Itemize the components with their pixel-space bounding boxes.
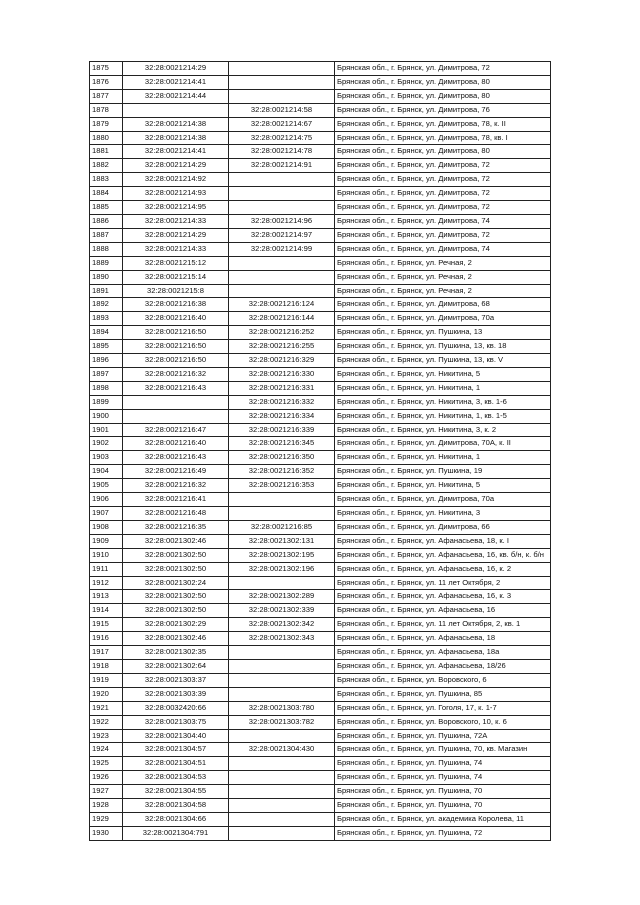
object-cadastral-number-cell: 32:28:0021302:289	[229, 590, 335, 604]
object-cadastral-number-cell	[229, 826, 335, 840]
row-number-cell: 1907	[90, 507, 123, 521]
object-cadastral-number-cell	[229, 284, 335, 298]
cadastral-number-cell: 32:28:0021214:33	[123, 242, 229, 256]
table-row	[90, 562, 551, 576]
table-row	[90, 326, 551, 340]
object-cadastral-number-cell: 32:28:0021216:85	[229, 520, 335, 534]
row-number-cell: 1888	[90, 242, 123, 256]
address-cell: Брянская обл., г. Брянск, ул. Димитрова, 70а	[335, 312, 551, 326]
table-row	[90, 618, 551, 632]
address-cell: Брянская обл., г. Брянск, ул. Гоголя, 17, к. 1-7	[335, 701, 551, 715]
object-cadastral-number-cell: 32:28:0021216:334	[229, 409, 335, 423]
address-cell: Брянская обл., г. Брянск, ул. Афанасьева, 18/26	[335, 659, 551, 673]
table-row	[90, 479, 551, 493]
row-number-cell: 1922	[90, 715, 123, 729]
row-number-cell: 1896	[90, 354, 123, 368]
object-cadastral-number-cell	[229, 187, 335, 201]
object-cadastral-number-cell: 32:28:0021303:782	[229, 715, 335, 729]
address-cell: Брянская обл., г. Брянск, ул. Димитрова, 72	[335, 173, 551, 187]
cadastral-number-cell: 32:28:0021214:92	[123, 173, 229, 187]
cadastral-number-cell	[123, 395, 229, 409]
table-row	[90, 381, 551, 395]
cadastral-number-cell: 32:28:0021302:46	[123, 534, 229, 548]
table-row	[90, 785, 551, 799]
address-cell: Брянская обл., г. Брянск, ул. Димитрова, 74	[335, 242, 551, 256]
object-cadastral-number-cell: 32:28:0021214:58	[229, 103, 335, 117]
address-cell: Брянская обл., г. Брянск, ул. Димитрова, 74	[335, 214, 551, 228]
address-cell: Брянская обл., г. Брянск, ул. Димитрова, 78, кв. I	[335, 131, 551, 145]
cadastral-number-cell: 32:28:0021302:64	[123, 659, 229, 673]
row-number-cell: 1899	[90, 395, 123, 409]
address-cell: Брянская обл., г. Брянск, ул. Димитрова, 72	[335, 62, 551, 76]
row-number-cell: 1878	[90, 103, 123, 117]
cadastral-number-cell: 32:28:0021216:50	[123, 354, 229, 368]
row-number-cell: 1929	[90, 812, 123, 826]
cadastral-number-cell: 32:28:0021304:57	[123, 743, 229, 757]
address-cell: Брянская обл., г. Брянск, ул. Афанасьева, 16, к. 2	[335, 562, 551, 576]
table-row	[90, 576, 551, 590]
address-cell: Брянская обл., г. Брянск, ул. Никитина, 3, кв. 1-6	[335, 395, 551, 409]
cadastral-number-cell: 32:28:0021214:33	[123, 214, 229, 228]
object-cadastral-number-cell	[229, 659, 335, 673]
object-cadastral-number-cell: 32:28:0021304:430	[229, 743, 335, 757]
cadastral-number-cell: 32:28:0021216:38	[123, 298, 229, 312]
address-cell: Брянская обл., г. Брянск, ул. Афанасьева, 18, к. I	[335, 534, 551, 548]
row-number-cell: 1911	[90, 562, 123, 576]
object-cadastral-number-cell: 32:28:0021216:332	[229, 395, 335, 409]
address-cell: Брянская обл., г. Брянск, ул. Димитрова, 78, к. II	[335, 117, 551, 131]
row-number-cell: 1916	[90, 632, 123, 646]
row-number-cell: 1913	[90, 590, 123, 604]
cadastral-number-cell: 32:28:0021304:55	[123, 785, 229, 799]
object-cadastral-number-cell: 32:28:0021216:331	[229, 381, 335, 395]
address-cell: Брянская обл., г. Брянск, ул. Димитрова, 72	[335, 159, 551, 173]
row-number-cell: 1887	[90, 228, 123, 242]
cadastral-number-cell: 32:28:0021216:48	[123, 507, 229, 521]
row-number-cell: 1875	[90, 62, 123, 76]
object-cadastral-number-cell: 32:28:0021302:131	[229, 534, 335, 548]
address-cell: Брянская обл., г. Брянск, ул. 11 лет Октября, 2	[335, 576, 551, 590]
object-cadastral-number-cell	[229, 62, 335, 76]
row-number-cell: 1894	[90, 326, 123, 340]
object-cadastral-number-cell	[229, 646, 335, 660]
address-cell: Брянская обл., г. Брянск, ул. Никитина, 5	[335, 479, 551, 493]
table-row	[90, 201, 551, 215]
cadastral-number-cell: 32:28:0021214:38	[123, 117, 229, 131]
object-cadastral-number-cell	[229, 771, 335, 785]
cadastral-number-cell: 32:28:0021302:46	[123, 632, 229, 646]
row-number-cell: 1921	[90, 701, 123, 715]
address-cell: Брянская обл., г. Брянск, ул. Димитрова, 70А, к. II	[335, 437, 551, 451]
row-number-cell: 1912	[90, 576, 123, 590]
table-row	[90, 145, 551, 159]
cadastral-number-cell: 32:28:0021216:50	[123, 340, 229, 354]
object-cadastral-number-cell: 32:28:0021216:350	[229, 451, 335, 465]
cadastral-number-cell: 32:28:0021216:43	[123, 381, 229, 395]
table-row	[90, 256, 551, 270]
object-cadastral-number-cell	[229, 75, 335, 89]
row-number-cell: 1927	[90, 785, 123, 799]
object-cadastral-number-cell	[229, 687, 335, 701]
table-row	[90, 451, 551, 465]
address-cell: Брянская обл., г. Брянск, ул. Афанасьева, 18а	[335, 646, 551, 660]
object-cadastral-number-cell: 32:28:0021214:91	[229, 159, 335, 173]
address-cell: Брянская обл., г. Брянск, ул. Пушкина, 13	[335, 326, 551, 340]
row-number-cell: 1877	[90, 89, 123, 103]
row-number-cell: 1880	[90, 131, 123, 145]
address-cell: Брянская обл., г. Брянск, ул. Пушкина, 19	[335, 465, 551, 479]
object-cadastral-number-cell	[229, 729, 335, 743]
row-number-cell: 1910	[90, 548, 123, 562]
address-cell: Брянская обл., г. Брянск, ул. Димитрова, 66	[335, 520, 551, 534]
object-cadastral-number-cell: 32:28:0021302:196	[229, 562, 335, 576]
table-row	[90, 590, 551, 604]
object-cadastral-number-cell	[229, 812, 335, 826]
cadastral-number-cell: 32:28:0021304:791	[123, 826, 229, 840]
cadastral-number-cell: 32:28:0021215:12	[123, 256, 229, 270]
object-cadastral-number-cell	[229, 507, 335, 521]
table-row	[90, 284, 551, 298]
cadastral-number-cell: 32:28:0021302:50	[123, 548, 229, 562]
row-number-cell: 1915	[90, 618, 123, 632]
cadastral-number-cell	[123, 409, 229, 423]
table-row	[90, 117, 551, 131]
row-number-cell: 1930	[90, 826, 123, 840]
cadastral-number-cell: 32:28:0021303:37	[123, 673, 229, 687]
address-cell: Брянская обл., г. Брянск, ул. Никитина, 1	[335, 451, 551, 465]
row-number-cell: 1901	[90, 423, 123, 437]
table-row	[90, 534, 551, 548]
object-cadastral-number-cell	[229, 576, 335, 590]
register-table-body	[90, 62, 551, 841]
address-cell: Брянская обл., г. Брянск, ул. Пушкина, 70, кв. Магазин	[335, 743, 551, 757]
row-number-cell: 1898	[90, 381, 123, 395]
address-cell: Брянская обл., г. Брянск, ул. Афанасьева, 18	[335, 632, 551, 646]
row-number-cell: 1925	[90, 757, 123, 771]
object-cadastral-number-cell: 32:28:0021302:342	[229, 618, 335, 632]
row-number-cell: 1905	[90, 479, 123, 493]
table-row	[90, 62, 551, 76]
table-row	[90, 159, 551, 173]
row-number-cell: 1926	[90, 771, 123, 785]
cadastral-number-cell: 32:28:0021214:41	[123, 75, 229, 89]
address-cell: Брянская обл., г. Брянск, ул. Пушкина, 13, кв. 18	[335, 340, 551, 354]
object-cadastral-number-cell: 32:28:0021214:96	[229, 214, 335, 228]
address-cell: Брянская обл., г. Брянск, ул. Димитрова, 72	[335, 187, 551, 201]
object-cadastral-number-cell: 32:28:0021216:353	[229, 479, 335, 493]
object-cadastral-number-cell: 32:28:0021216:352	[229, 465, 335, 479]
address-cell: Брянская обл., г. Брянск, ул. Никитина, 3, к. 2	[335, 423, 551, 437]
table-row	[90, 354, 551, 368]
object-cadastral-number-cell: 32:28:0021216:345	[229, 437, 335, 451]
object-cadastral-number-cell: 32:28:0021214:99	[229, 242, 335, 256]
table-row	[90, 437, 551, 451]
row-number-cell: 1918	[90, 659, 123, 673]
row-number-cell: 1891	[90, 284, 123, 298]
table-row	[90, 465, 551, 479]
table-row	[90, 409, 551, 423]
address-cell: Брянская обл., г. Брянск, ул. Пушкина, 72А	[335, 729, 551, 743]
object-cadastral-number-cell: 32:28:0021216:255	[229, 340, 335, 354]
cadastral-number-cell: 32:28:0021216:41	[123, 493, 229, 507]
object-cadastral-number-cell	[229, 89, 335, 103]
object-cadastral-number-cell: 32:28:0021214:75	[229, 131, 335, 145]
cadastral-number-cell: 32:28:0021302:24	[123, 576, 229, 590]
table-row	[90, 75, 551, 89]
table-row	[90, 298, 551, 312]
cadastral-number-cell: 32:28:0021216:50	[123, 326, 229, 340]
cadastral-number-cell: 32:28:0021304:58	[123, 799, 229, 813]
address-cell: Брянская обл., г. Брянск, ул. Пушкина, 13, кв. V	[335, 354, 551, 368]
object-cadastral-number-cell: 32:28:0021216:329	[229, 354, 335, 368]
object-cadastral-number-cell	[229, 256, 335, 270]
table-row	[90, 604, 551, 618]
table-row	[90, 548, 551, 562]
object-cadastral-number-cell: 32:28:0021303:780	[229, 701, 335, 715]
object-cadastral-number-cell	[229, 201, 335, 215]
table-row	[90, 715, 551, 729]
row-number-cell: 1879	[90, 117, 123, 131]
address-cell: Брянская обл., г. Брянск, ул. Пушкина, 74	[335, 771, 551, 785]
address-cell: Брянская обл., г. Брянск, ул. Афанасьева, 16, кв. б/н, к. б/н	[335, 548, 551, 562]
cadastral-number-cell: 32:28:0021216:32	[123, 367, 229, 381]
object-cadastral-number-cell: 32:28:0021216:144	[229, 312, 335, 326]
address-cell: Брянская обл., г. Брянск, ул. Пушкина, 72	[335, 826, 551, 840]
cadastral-number-cell: 32:28:0021216:35	[123, 520, 229, 534]
address-cell: Брянская обл., г. Брянск, ул. Пушкина, 85	[335, 687, 551, 701]
table-row	[90, 214, 551, 228]
cadastral-number-cell: 32:28:0021303:75	[123, 715, 229, 729]
table-row	[90, 743, 551, 757]
table-row	[90, 367, 551, 381]
cadastral-number-cell: 32:28:0021216:47	[123, 423, 229, 437]
row-number-cell: 1928	[90, 799, 123, 813]
row-number-cell: 1893	[90, 312, 123, 326]
table-row	[90, 520, 551, 534]
row-number-cell: 1906	[90, 493, 123, 507]
cadastral-number-cell: 32:28:0021214:29	[123, 159, 229, 173]
table-row	[90, 312, 551, 326]
object-cadastral-number-cell: 32:28:0021302:339	[229, 604, 335, 618]
cadastral-number-cell: 32:28:0032420:66	[123, 701, 229, 715]
address-cell: Брянская обл., г. Брянск, ул. Димитрова, 80	[335, 75, 551, 89]
object-cadastral-number-cell: 32:28:0021216:330	[229, 367, 335, 381]
object-cadastral-number-cell	[229, 173, 335, 187]
row-number-cell: 1903	[90, 451, 123, 465]
cadastral-number-cell: 32:28:0021303:39	[123, 687, 229, 701]
row-number-cell: 1895	[90, 340, 123, 354]
row-number-cell: 1892	[90, 298, 123, 312]
address-cell: Брянская обл., г. Брянск, ул. Димитрова, 80	[335, 89, 551, 103]
address-cell: Брянская обл., г. Брянск, ул. Никитина, 1, кв. 1-5	[335, 409, 551, 423]
address-cell: Брянская обл., г. Брянск, ул. Речная, 2	[335, 270, 551, 284]
table-row	[90, 687, 551, 701]
cadastral-number-cell: 32:28:0021302:50	[123, 590, 229, 604]
table-row	[90, 340, 551, 354]
object-cadastral-number-cell: 32:28:0021214:97	[229, 228, 335, 242]
cadastral-number-cell: 32:28:0021214:38	[123, 131, 229, 145]
object-cadastral-number-cell	[229, 785, 335, 799]
address-cell: Брянская обл., г. Брянск, ул. Димитрова, 76	[335, 103, 551, 117]
row-number-cell: 1900	[90, 409, 123, 423]
address-cell: Брянская обл., г. Брянск, ул. Афанасьева, 16	[335, 604, 551, 618]
row-number-cell: 1924	[90, 743, 123, 757]
cadastral-number-cell: 32:28:0021304:66	[123, 812, 229, 826]
cadastral-number-cell: 32:28:0021214:44	[123, 89, 229, 103]
address-cell: Брянская обл., г. Брянск, ул. Афанасьева, 16, к. 3	[335, 590, 551, 604]
table-row	[90, 659, 551, 673]
cadastral-number-cell: 32:28:0021214:29	[123, 228, 229, 242]
property-register-table	[89, 61, 551, 841]
row-number-cell: 1884	[90, 187, 123, 201]
address-cell: Брянская обл., г. Брянск, ул. Димитрова, 72	[335, 201, 551, 215]
row-number-cell: 1917	[90, 646, 123, 660]
row-number-cell: 1909	[90, 534, 123, 548]
address-cell: Брянская обл., г. Брянск, ул. Димитрова, 70а	[335, 493, 551, 507]
object-cadastral-number-cell: 32:28:0021302:195	[229, 548, 335, 562]
address-cell: Брянская обл., г. Брянск, ул. Никитина, 3	[335, 507, 551, 521]
row-number-cell: 1881	[90, 145, 123, 159]
cadastral-number-cell: 32:28:0021216:32	[123, 479, 229, 493]
address-cell: Брянская обл., г. Брянск, ул. Димитрова, 72	[335, 228, 551, 242]
table-row	[90, 673, 551, 687]
row-number-cell: 1904	[90, 465, 123, 479]
table-row	[90, 729, 551, 743]
cadastral-number-cell: 32:28:0021304:53	[123, 771, 229, 785]
cadastral-number-cell: 32:28:0021304:51	[123, 757, 229, 771]
address-cell: Брянская обл., г. Брянск, ул. академика Королева, 11	[335, 812, 551, 826]
table-row	[90, 242, 551, 256]
row-number-cell: 1897	[90, 367, 123, 381]
row-number-cell: 1882	[90, 159, 123, 173]
row-number-cell: 1886	[90, 214, 123, 228]
cadastral-number-cell: 32:28:0021302:35	[123, 646, 229, 660]
cadastral-number-cell: 32:28:0021216:40	[123, 437, 229, 451]
table-row	[90, 131, 551, 145]
cadastral-number-cell: 32:28:0021216:49	[123, 465, 229, 479]
cadastral-number-cell: 32:28:0021302:29	[123, 618, 229, 632]
table-row	[90, 173, 551, 187]
table-row	[90, 103, 551, 117]
object-cadastral-number-cell: 32:28:0021216:124	[229, 298, 335, 312]
address-cell: Брянская обл., г. Брянск, ул. Воровского, 6	[335, 673, 551, 687]
table-row	[90, 187, 551, 201]
cadastral-number-cell: 32:28:0021214:93	[123, 187, 229, 201]
object-cadastral-number-cell	[229, 673, 335, 687]
table-row	[90, 493, 551, 507]
cadastral-number-cell: 32:28:0021214:29	[123, 62, 229, 76]
address-cell: Брянская обл., г. Брянск, ул. 11 лет Октября, 2, кв. 1	[335, 618, 551, 632]
row-number-cell: 1889	[90, 256, 123, 270]
address-cell: Брянская обл., г. Брянск, ул. Пушкина, 70	[335, 785, 551, 799]
address-cell: Брянская обл., г. Брянск, ул. Пушкина, 74	[335, 757, 551, 771]
cadastral-number-cell: 32:28:0021216:43	[123, 451, 229, 465]
object-cadastral-number-cell	[229, 270, 335, 284]
row-number-cell: 1902	[90, 437, 123, 451]
object-cadastral-number-cell: 32:28:0021214:78	[229, 145, 335, 159]
table-row	[90, 799, 551, 813]
row-number-cell: 1920	[90, 687, 123, 701]
row-number-cell: 1919	[90, 673, 123, 687]
table-row	[90, 395, 551, 409]
table-row	[90, 771, 551, 785]
cadastral-number-cell: 32:28:0021216:40	[123, 312, 229, 326]
address-cell: Брянская обл., г. Брянск, ул. Димитрова, 68	[335, 298, 551, 312]
table-row	[90, 646, 551, 660]
table-row	[90, 826, 551, 840]
row-number-cell: 1890	[90, 270, 123, 284]
object-cadastral-number-cell	[229, 799, 335, 813]
object-cadastral-number-cell: 32:28:0021214:67	[229, 117, 335, 131]
row-number-cell: 1923	[90, 729, 123, 743]
row-number-cell: 1914	[90, 604, 123, 618]
cadastral-number-cell: 32:28:0021302:50	[123, 604, 229, 618]
table-row	[90, 757, 551, 771]
cadastral-number-cell	[123, 103, 229, 117]
cadastral-number-cell: 32:28:0021214:95	[123, 201, 229, 215]
table-row	[90, 270, 551, 284]
address-cell: Брянская обл., г. Брянск, ул. Пушкина, 70	[335, 799, 551, 813]
row-number-cell: 1885	[90, 201, 123, 215]
object-cadastral-number-cell	[229, 493, 335, 507]
address-cell: Брянская обл., г. Брянск, ул. Никитина, 5	[335, 367, 551, 381]
table-row	[90, 812, 551, 826]
cadastral-number-cell: 32:28:0021215:14	[123, 270, 229, 284]
object-cadastral-number-cell	[229, 757, 335, 771]
address-cell: Брянская обл., г. Брянск, ул. Речная, 2	[335, 256, 551, 270]
table-row	[90, 701, 551, 715]
object-cadastral-number-cell: 32:28:0021216:339	[229, 423, 335, 437]
object-cadastral-number-cell: 32:28:0021216:252	[229, 326, 335, 340]
row-number-cell: 1876	[90, 75, 123, 89]
object-cadastral-number-cell: 32:28:0021302:343	[229, 632, 335, 646]
cadastral-number-cell: 32:28:0021215:8	[123, 284, 229, 298]
table-row	[90, 89, 551, 103]
address-cell: Брянская обл., г. Брянск, ул. Воровского, 10, к. 6	[335, 715, 551, 729]
row-number-cell: 1908	[90, 520, 123, 534]
address-cell: Брянская обл., г. Брянск, ул. Речная, 2	[335, 284, 551, 298]
cadastral-number-cell: 32:28:0021214:41	[123, 145, 229, 159]
cadastral-number-cell: 32:28:0021302:50	[123, 562, 229, 576]
row-number-cell: 1883	[90, 173, 123, 187]
table-row	[90, 228, 551, 242]
address-cell: Брянская обл., г. Брянск, ул. Димитрова, 80	[335, 145, 551, 159]
address-cell: Брянская обл., г. Брянск, ул. Никитина, 1	[335, 381, 551, 395]
table-row	[90, 423, 551, 437]
table-row	[90, 632, 551, 646]
table-row	[90, 507, 551, 521]
cadastral-number-cell: 32:28:0021304:40	[123, 729, 229, 743]
